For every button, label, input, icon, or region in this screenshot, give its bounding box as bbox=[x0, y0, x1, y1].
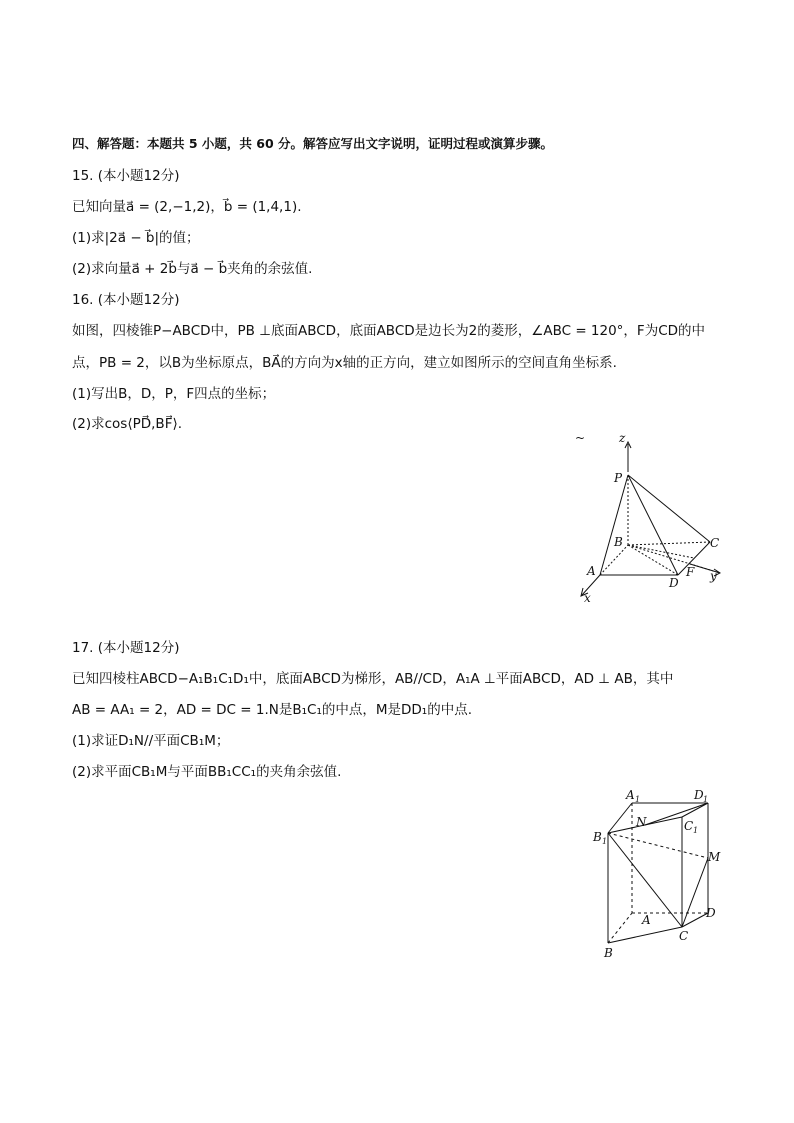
label-D: D bbox=[669, 576, 679, 590]
edge-C1D1 bbox=[682, 803, 708, 817]
edge-BF bbox=[628, 545, 694, 558]
label-D1: D bbox=[694, 788, 704, 802]
q15-part1: (1)求|2a⃗ − b⃗|的值； bbox=[72, 230, 200, 246]
label-A1-sub: 1 bbox=[635, 795, 641, 804]
q17-stem-line1: 已知四棱柱ABCD−A₁B₁C₁D₁中，底面ABCD为梯形，AB//CD，A₁A ⊥平面ABCD，AD ⊥ AB，其中 bbox=[72, 671, 674, 687]
q17-stem-line2: AB = AA₁ = 2，AD = DC = 1.N是B₁C₁的中点，M是DD₁的中点. bbox=[72, 702, 473, 718]
label-C1-sub: 1 bbox=[693, 826, 699, 835]
label-B: B bbox=[614, 535, 623, 549]
edge-CD bbox=[682, 913, 708, 927]
prism-figure bbox=[590, 785, 730, 965]
label-D: D bbox=[706, 906, 716, 920]
label-C: C bbox=[710, 536, 720, 550]
edge-PC bbox=[628, 475, 710, 542]
label-M: M bbox=[708, 850, 721, 864]
q17-title: 17. (本小题12分) bbox=[72, 640, 180, 656]
label-B: B bbox=[604, 946, 613, 960]
q15-stem: 已知向量a⃗ = (2,−1,2)，b⃗ = (1,4,1). bbox=[72, 199, 302, 215]
q16-stem-line2: 点，PB = 2，以B为坐标原点，BA⃗的方向为x轴的正方向，建立如图所示的空间直角坐标系. bbox=[72, 355, 617, 371]
label-D1-sub: 1 bbox=[703, 795, 709, 804]
q16-stem-line1: 如图，四棱锥P−ABCD中，PB ⊥底面ABCD，底面ABCD是边长为2的菱形，∠ABC = 120°，F为CD的中 bbox=[72, 323, 706, 339]
q15-part2: (2)求向量a⃗ + 2b⃗与a⃗ − b⃗夹角的余弦值. bbox=[72, 261, 313, 277]
q16-title: 16. (本小题12分) bbox=[72, 292, 180, 308]
label-x: x bbox=[584, 591, 591, 605]
label-F: F bbox=[686, 565, 695, 579]
label-z: z bbox=[619, 431, 626, 445]
edge-BC bbox=[628, 542, 710, 545]
q16-part2: (2)求cos⟨PD⃗,BF⃗⟩. bbox=[72, 416, 183, 432]
label-A: A bbox=[587, 564, 596, 578]
label-A1: A bbox=[626, 788, 635, 802]
label-C: C bbox=[679, 929, 689, 943]
edge-ND1 bbox=[645, 803, 708, 825]
label-P: P bbox=[614, 471, 623, 485]
edge-BC bbox=[608, 927, 682, 943]
edge-B1M bbox=[608, 833, 708, 858]
label-C1: C bbox=[684, 819, 694, 833]
section-heading: 四、解答题：本题共 5 小题，共 60 分。解答应写出文字说明，证明过程或演算步骤。 bbox=[72, 136, 554, 151]
label-B1-sub: 1 bbox=[602, 837, 608, 846]
q17-part2: (2)求平面CB₁M与平面BB₁CC₁的夹角余弦值. bbox=[72, 764, 342, 780]
label-y: y bbox=[710, 569, 717, 583]
label-B1: B bbox=[593, 830, 602, 844]
edge-CM bbox=[682, 858, 708, 927]
figure-mark: ~ bbox=[575, 431, 586, 445]
q16-part1: (1)写出B，D，P，F四点的坐标； bbox=[72, 386, 276, 402]
label-A: A bbox=[642, 913, 651, 927]
label-N: N bbox=[636, 815, 647, 829]
pyramid-figure bbox=[570, 430, 730, 605]
q17-part1: (1)求证D₁N//平面CB₁M； bbox=[72, 733, 230, 749]
q15-title: 15. (本小题12分) bbox=[72, 168, 180, 184]
